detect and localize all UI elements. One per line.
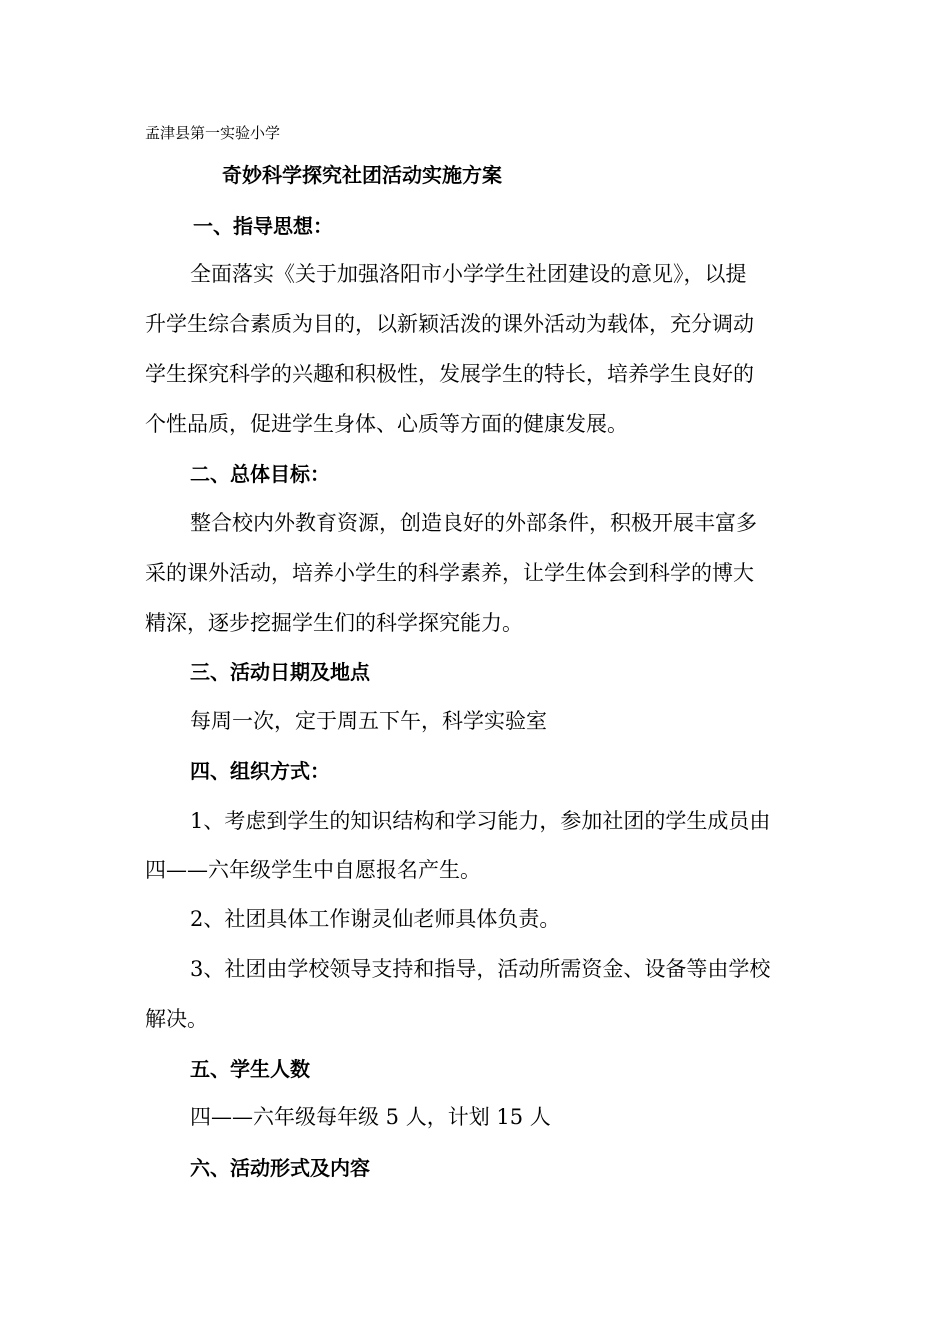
document-title: 奇妙科学探究社团活动实施方案 <box>222 163 502 187</box>
section-heading-organization: 四、组织方式： <box>190 759 330 783</box>
school-name: 孟津县第一实验小学 <box>145 124 281 142</box>
paragraph-line: 2、社团具体工作谢灵仙老师具体负责。 <box>190 907 561 931</box>
paragraph-line: 1、考虑到学生的知识结构和学习能力，参加社团的学生成员由 <box>190 809 771 833</box>
paragraph-line: 升学生综合素质为目的，以新颖活泼的课外活动为载体，充分调动 <box>145 312 754 336</box>
section-heading-guiding: 一、指导思想： <box>193 214 333 238</box>
paragraph-line: 学生探究科学的兴趣和积极性，发展学生的特长，培养学生良好的 <box>145 362 754 386</box>
paragraph-line: 个性品质，促进学生身体、心质等方面的健康发展。 <box>145 412 628 436</box>
paragraph-line: 全面落实《关于加强洛阳市小学学生社团建设的意见》，以提 <box>190 262 747 286</box>
paragraph-line: 解决。 <box>145 1007 208 1031</box>
paragraph-line: 四——六年级学生中自愿报名产生。 <box>145 858 481 882</box>
section-heading-activities: 六、活动形式及内容 <box>190 1156 370 1180</box>
section-heading-students: 五、学生人数 <box>190 1057 310 1081</box>
section-heading-schedule: 三、活动日期及地点 <box>190 660 370 684</box>
paragraph-line: 每周一次，定于周五下午，科学实验室 <box>190 709 547 733</box>
paragraph-line: 采的课外活动，培养小学生的科学素养，让学生体会到科学的博大 <box>145 561 754 585</box>
paragraph-line: 3、社团由学校领导支持和指导，活动所需资金、设备等由学校 <box>190 957 771 981</box>
paragraph-line: 精深，逐步挖掘学生们的科学探究能力。 <box>145 611 523 635</box>
section-heading-goals: 二、总体目标： <box>190 462 330 486</box>
paragraph-line: 整合校内外教育资源，创造良好的外部条件，积极开展丰富多 <box>190 511 757 535</box>
paragraph-line: 四——六年级每年级 5 人，计划 15 人 <box>190 1105 551 1129</box>
